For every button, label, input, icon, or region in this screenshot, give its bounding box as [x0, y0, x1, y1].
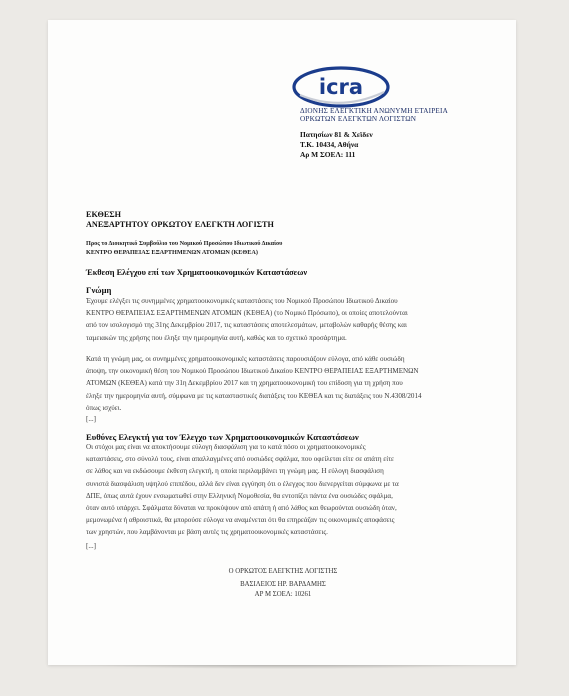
addressee	[86, 240, 496, 257]
firm-name	[300, 107, 500, 123]
address-street: Πατησίων 81 & Χεϊδεν	[300, 130, 373, 139]
signature-registry: ΑΡ Μ ΣΟΕΛ: 10261	[254, 591, 312, 598]
auditor-responsibilities-paragraph	[86, 441, 498, 539]
firm-address	[300, 130, 500, 160]
omission-marker: [...]	[86, 542, 97, 550]
text-line: ΑΤΟΜΩΝ (ΚΕΘΕΑ) κατά την 31η Δεκεμβρίου 2017 και τη χρηματοοικονομική του επίδοση για τη χρήση που	[86, 379, 403, 388]
text-line: ταμειακών της χρήσης που έληξε την ημερομηνία αυτή, καθώς και το σχετικό προσάρτημα.	[86, 333, 347, 342]
text-line: ΚΕΝΤΡΟ ΘΕΡΑΠΕΙΑΣ ΕΞΑΡΤΗΜΕΝΩΝ ΑΤΟΜΩΝ (ΚΕΘΕΑ) (το Νομικό Πρόσωπο), οι οποίες αποτελούνται	[86, 309, 408, 318]
text-line: μεμονωμένα ή αθροιστικά, θα μπορούσε εύλογα να αναμένεται ότι θα επηρεάζαν τις οικονομικές αποφάσεις	[86, 516, 395, 525]
text-line: Οι στόχοι μας είναι να αποκτήσουμε εύλογη διασφάλιση για το κατά πόσο οι χρηματοοικονομικές	[86, 443, 366, 451]
report-title-line-2: ΑΝΕΞΑΡΤΗΤΟΥ ΟΡΚΩΤΟΥ ΕΛΕΓΚΤΗ ΛΟΓΙΣΤΗ	[86, 220, 274, 229]
address-registry: Αρ Μ ΣΟΕΛ: 111	[300, 150, 356, 159]
text-line: σε λάθος και να εκδώσουμε έκθεση ελεγκτή, η οποία περιλαμβάνει τη γνώμη μας. Η εύλογη διασφάλιση	[86, 467, 384, 476]
text-line: συνιστά διασφάλιση υψηλού επιπέδου, αλλά δεν είναι εγγύηση ότι ο έλεγχος που διενεργείται σύμφωνα με τα	[86, 479, 399, 488]
text-line: των χρηστών, που λαμβάνονται με βάση αυτές τις χρηματοοικονομικές καταστάσεις.	[86, 528, 328, 537]
opinion-paragraph-2	[86, 353, 498, 414]
opinion-paragraph-1	[86, 295, 498, 344]
icra-logo	[292, 62, 390, 112]
text-line: όπως ισχύει.	[86, 403, 122, 412]
text-line: όταν αυτό υπάρχει. Σφάλματα δύναται να προκύψουν από απάτη ή από λάθος και θεωρούνται ουσιώδη όταν,	[86, 504, 397, 513]
text-line: καταστάσεις, στο σύνολό τους, είναι απαλλαγμένες από ουσιώδες σφάλμα, που οφείλεται είτε σε απάτη είτε	[86, 455, 395, 464]
firm-name-line-1: ΔΙΟΝΗΣ ΕΛΕΓΚΤΙΚΗ ΑΝΩΝΥΜΗ ΕΤΑΙΡΕΙΑ	[300, 107, 448, 115]
text-line: Έχουμε ελέγξει τις συνημμένες χρηματοοικονομικές καταστάσεις του Νομικού Προσώπου Ιδιωτικού Δικαίου	[86, 297, 398, 305]
address-postcode: Τ.Κ. 10434, Αθήνα	[300, 140, 359, 149]
text-line: άποψη, την οικονομική θέση του Νομικού Προσώπου Ιδιωτικού Δικαίου ΚΕΝΤΡΟ ΘΕΡΑΠΕΙΑΣ ΕΞΑΡΤΗΜΕΝΩΝ	[86, 367, 419, 376]
omission-marker: [...]	[86, 415, 97, 423]
opinion-heading: Γνώμη	[86, 285, 112, 295]
firm-name-line-2: ΟΡΚΩΤΩΝ ΕΛΕΓΚΤΩΝ ΛΟΓΙΣΤΩΝ	[300, 115, 417, 123]
report-title-line-1: ΕΚΘΕΣΗ	[86, 210, 122, 219]
auditor-responsibilities-heading: Ευθύνες Ελεγκτή για τον Έλεγχο των Χρηματοοικονομικών Καταστάσεων	[86, 432, 359, 442]
report-title	[86, 210, 486, 230]
addressee-line-2: ΚΕΝΤΡΟ ΘΕΡΑΠΕΙΑΣ ΕΞΑΡΤΗΜΕΝΩΝ ΑΤΟΜΩΝ (ΚΕΘΕΑ)	[86, 248, 258, 256]
addressee-line-1: Προς το Διοικητικό Συμβούλιο του Νομικού Προσώπου Ιδιωτικού Δικαίου	[86, 240, 283, 247]
text-line: ΔΠΕ, όπως αυτά έχουν ενσωματωθεί στην Ελληνική Νομοθεσία, θα εντοπίζει πάντα ένα ουσιώδες σφάλμα,	[86, 491, 393, 500]
text-line: από τον ισολογισμό της 31ης Δεκεμβρίου 2017, τις καταστάσεις αποτελεσμάτων, μεταβολών καθαρής θέσης και	[86, 321, 407, 330]
signature-block	[168, 565, 398, 599]
signature-role: Ο ΟΡΚΩΤΟΣ ΕΛΕΓΚΤΗΣ ΛΟΓΙΣΤΗΣ	[228, 568, 338, 575]
logo-text: icra	[318, 75, 364, 99]
text-line: έληξε την ημερομηνία αυτή, σύμφωνα με τις κατασταστικές διατάξεις του ΚΕΘΕΑ και τις διατάξεις του Ν.4308/2014	[86, 391, 422, 400]
document-page	[48, 20, 516, 665]
text-line: Κατά τη γνώμη μας, οι συνημμένες χρηματοοικονομικές καταστάσεις παρουσιάζουν εύλογα, από κάθε ουσιώδη	[86, 355, 405, 363]
section-title: Έκθεση Ελέγχου επί των Χρηματοοικονομικών Καταστάσεων	[86, 268, 308, 277]
signature-name: ΒΑΣΙΛΕΙΟΣ ΗΡ. ΒΑΡΔΑΜΗΣ	[240, 581, 326, 588]
